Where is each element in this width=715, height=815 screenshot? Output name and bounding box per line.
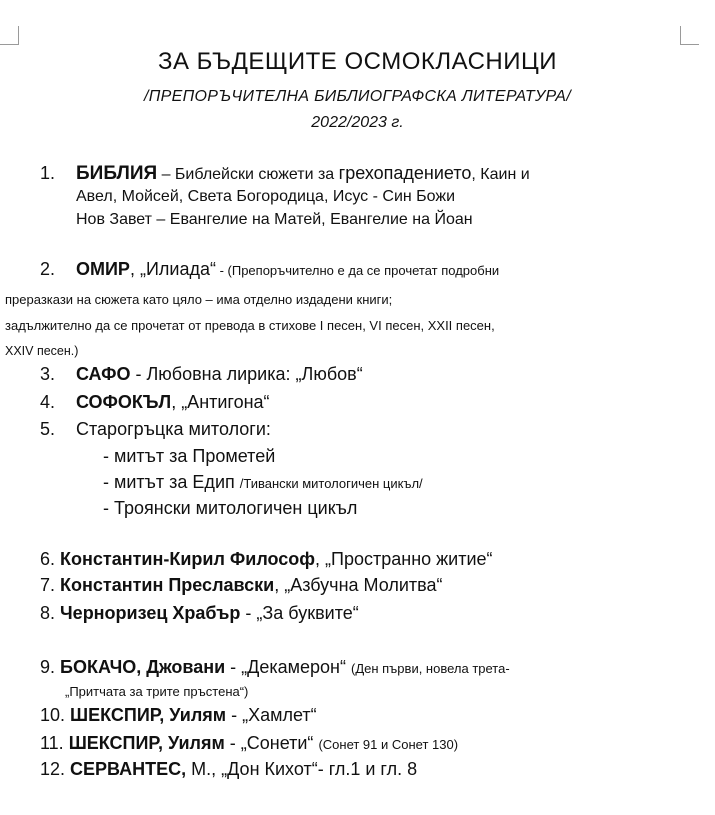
list-item-8: 8. Черноризец Храбър - „За буквите“ — [40, 603, 359, 623]
page-corner-mark-right — [680, 26, 699, 45]
list-item-5: 5. Старогръцка митологи: — [40, 419, 271, 439]
list-item-9-note-2: „Притчата за трите пръстена“) — [65, 684, 249, 699]
list-item-2-note-4: XXIV песен.) — [5, 344, 79, 358]
list-item-9: 9. БОКАЧО, Джовани - „Декамерон“ (Ден първи, новела трета- — [40, 657, 510, 677]
list-item-1: 1. БИБЛИЯ – Библейски сюжети за грехопадението, Каин и — [40, 163, 530, 184]
list-item-5-sub-1: - митът за Прометей — [103, 446, 276, 466]
list-item-11: 11. ШЕКСПИР, Уилям - „Сонети“ (Сонет 91 и Сонет 130) — [40, 733, 459, 753]
list-item-2-note-2: преразкази на сюжета като цяло – има отделно издадени книги; — [5, 292, 393, 307]
list-item-5-sub-2: - митът за Едип /Тивански митологичен цикъл/ — [103, 472, 423, 492]
page-corner-mark-left — [0, 26, 19, 45]
list-item-12: 12. СЕРВАНТЕС, М., „Дон Кихот“- гл.1 и гл. 8 — [40, 759, 418, 779]
list-item-10: 10. ШЕКСПИР, Уилям - „Хамлет“ — [40, 705, 317, 725]
list-item-7: 7. Константин Преславски, „Азбучна Молитва“ — [40, 575, 443, 595]
page-subtitle: /ПРЕПОРЪЧИТЕЛНА БИБЛИОГРАФСКА ЛИТЕРАТУРА/ — [144, 88, 571, 105]
list-item-4: 4. СОФОКЪЛ, „Антигона“ — [40, 392, 270, 412]
list-item-3: 3. САФО - Любовна лирика: „Любов“ — [40, 364, 363, 384]
list-item-5-sub-3: - Троянски митологичен цикъл — [103, 498, 358, 518]
list-item-6: 6. Константин-Кирил Философ, „Пространно житие“ — [40, 549, 493, 569]
page-title: ЗА БЪДЕЩИТЕ ОСМОКЛАСНИЦИ — [158, 48, 557, 75]
list-item-2: 2. ОМИР, „Илиада“ - (Препоръчително е да се прочетат подробни — [40, 259, 500, 279]
school-year: 2022/2023 г. — [311, 114, 404, 131]
list-item-2-note-3: задължително да се прочетат от превода в стихове I песен, VI песен, XXII песен, — [5, 318, 495, 333]
list-item-1-line-3: Нов Завет – Евангелие на Матей, Евангелие на Йоан — [76, 211, 473, 228]
list-item-1-line-2: Авел, Мойсей, Света Богородица, Исус - Син Божи — [76, 188, 456, 205]
